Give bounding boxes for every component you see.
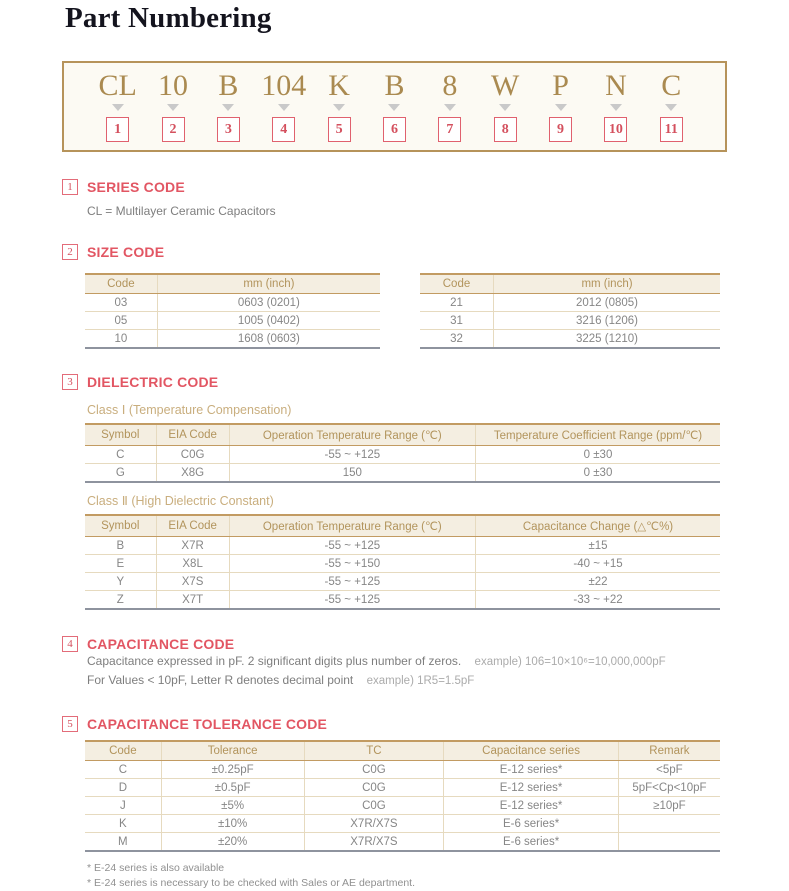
tolerance-table [85, 740, 720, 852]
arrow-down-icon [112, 104, 124, 111]
table-header-row [85, 274, 380, 294]
arrow-down-icon [278, 104, 290, 111]
part-code: 10 [158, 69, 189, 102]
part-code: B [218, 69, 239, 102]
table-cell: E-6 series* [444, 815, 619, 833]
part-number-segment [478, 71, 533, 142]
table-header-row [85, 741, 720, 761]
table-cell [618, 833, 720, 852]
table-row [85, 464, 720, 483]
table-cell: ≥10pF [618, 797, 720, 815]
part-code: W [491, 69, 520, 102]
capacitance-rule-text: Capacitance expressed in pF. 2 significant digits plus number of zeros. [87, 654, 462, 668]
column-header: mm (inch) [157, 274, 380, 294]
table-cell: -40 ~ +15 [476, 555, 721, 573]
dielectric-class1-table [85, 423, 720, 483]
table-cell: B [85, 537, 156, 555]
segment-index-badge: 11 [660, 117, 683, 142]
table-cell: K [85, 815, 161, 833]
part-number-segment [367, 71, 422, 142]
table-cell: Z [85, 591, 156, 610]
part-number-diagram [62, 61, 727, 152]
column-header: Operation Temperature Range (℃) [229, 515, 475, 537]
table-cell: 05 [85, 312, 157, 330]
table-cell: C0G [304, 779, 444, 797]
column-header: Capacitance Change (△℃%) [476, 515, 721, 537]
arrow-down-icon [167, 104, 179, 111]
part-number-segment [422, 71, 477, 142]
section-number-badge: 5 [62, 716, 78, 732]
part-number-segment [90, 71, 145, 142]
class1-label: Class Ⅰ (Temperature Compensation) [87, 403, 292, 417]
datasheet-page [0, 2, 789, 889]
size-code-tables [85, 273, 789, 349]
column-header: Code [85, 274, 157, 294]
series-code-description: CL = Multilayer Ceramic Capacitors [87, 204, 276, 218]
section-title: SERIES CODE [87, 179, 185, 195]
section-header-tolerance-code [62, 716, 789, 732]
section-title: CAPACITANCE CODE [87, 636, 235, 652]
table-cell: X7S [156, 573, 229, 591]
column-header: Remark [618, 741, 720, 761]
table-row [85, 779, 720, 797]
arrow-down-icon [388, 104, 400, 111]
table-cell: ±15 [476, 537, 721, 555]
table-cell: 32 [420, 330, 494, 349]
segment-index-badge: 5 [328, 117, 351, 142]
table-cell: E-12 series* [444, 761, 619, 779]
segment-index-badge: 7 [438, 117, 461, 142]
table-header-row [85, 424, 720, 446]
table-cell: 3225 (1210) [494, 330, 721, 349]
table-cell: E-6 series* [444, 833, 619, 852]
table-cell: 1005 (0402) [157, 312, 380, 330]
column-header: Code [420, 274, 494, 294]
table-cell: X8G [156, 464, 229, 483]
table-cell: X7R/X7S [304, 815, 444, 833]
segment-index-badge: 6 [383, 117, 406, 142]
dielectric-class2-table [85, 514, 720, 610]
table-cell: C0G [156, 446, 229, 464]
part-number-segment [145, 71, 200, 142]
part-code: CL [98, 69, 137, 102]
part-number-segment [256, 71, 311, 142]
table-cell: -55 ~ +125 [229, 537, 475, 555]
table-cell: 1608 (0603) [157, 330, 380, 349]
arrow-down-icon [665, 104, 677, 111]
segment-index-badge: 2 [162, 117, 185, 142]
capacitance-rule-text: For Values < 10pF, Letter R denotes decimal point [87, 673, 354, 687]
table-cell: E-12 series* [444, 797, 619, 815]
segment-index-badge: 9 [549, 117, 572, 142]
table-cell: 31 [420, 312, 494, 330]
column-header: Symbol [85, 424, 156, 446]
column-header: TC [304, 741, 444, 761]
section-number-badge: 4 [62, 636, 78, 652]
table-header-row [85, 515, 720, 537]
table-cell: ±0.5pF [161, 779, 304, 797]
table-row [85, 294, 380, 312]
table-cell: E [85, 555, 156, 573]
capacitance-example: example) 106=10×10⁶=10,000,000pF [474, 656, 666, 668]
table-header-row [420, 274, 720, 294]
table-cell: 2012 (0805) [494, 294, 721, 312]
section-title: CAPACITANCE TOLERANCE CODE [87, 716, 328, 732]
table-cell: E-12 series* [444, 779, 619, 797]
table-cell: 5pF<Cp<10pF [618, 779, 720, 797]
part-code: B [384, 69, 405, 102]
section-number-badge: 3 [62, 374, 78, 390]
table-cell: 21 [420, 294, 494, 312]
arrow-down-icon [610, 104, 622, 111]
section-number-badge: 2 [62, 244, 78, 260]
table-cell: X7R [156, 537, 229, 555]
column-header: Code [85, 741, 161, 761]
part-code: C [661, 69, 682, 102]
part-code: N [605, 69, 627, 102]
table-cell: C0G [304, 761, 444, 779]
table-cell: -33 ~ +22 [476, 591, 721, 610]
section-title: SIZE CODE [87, 244, 165, 260]
section-number-badge: 1 [62, 179, 78, 195]
table-cell: ±10% [161, 815, 304, 833]
size-table-left [85, 273, 380, 349]
table-cell: -55 ~ +125 [229, 446, 475, 464]
part-code: 104 [261, 69, 307, 102]
segment-index-badge: 4 [272, 117, 295, 142]
section-header-capacitance-code [62, 636, 789, 652]
table-row [85, 555, 720, 573]
section-header-size-code [62, 244, 789, 260]
table-cell: ±0.25pF [161, 761, 304, 779]
arrow-down-icon [499, 104, 511, 111]
size-table-right [420, 273, 720, 349]
table-cell: C0G [304, 797, 444, 815]
arrow-down-icon [555, 104, 567, 111]
section-title: DIELECTRIC CODE [87, 374, 219, 390]
column-header: Capacitance series [444, 741, 619, 761]
column-header: Temperature Coefficient Range (ppm/℃) [476, 424, 721, 446]
column-header: Tolerance [161, 741, 304, 761]
arrow-down-icon [444, 104, 456, 111]
table-row [420, 294, 720, 312]
segment-index-badge: 8 [494, 117, 517, 142]
capacitance-example: example) 1R5=1.5pF [366, 675, 475, 687]
table-cell: ±22 [476, 573, 721, 591]
table-cell: J [85, 797, 161, 815]
table-cell: C [85, 761, 161, 779]
part-number-segment [588, 71, 643, 142]
table-cell: M [85, 833, 161, 852]
table-row [85, 797, 720, 815]
table-cell: 150 [229, 464, 475, 483]
table-cell [618, 815, 720, 833]
column-header: EIA Code [156, 424, 229, 446]
table-row [85, 446, 720, 464]
table-cell: -55 ~ +150 [229, 555, 475, 573]
capacitance-rule-line2 [87, 671, 789, 690]
capacitance-rule-line1 [87, 652, 789, 671]
table-cell: <5pF [618, 761, 720, 779]
arrow-down-icon [222, 104, 234, 111]
table-cell: Y [85, 573, 156, 591]
footnote-line: * E-24 series is also available [87, 862, 225, 874]
table-row [85, 833, 720, 852]
table-cell: C [85, 446, 156, 464]
table-cell: 0 ±30 [476, 446, 721, 464]
table-row [85, 573, 720, 591]
footnotes [87, 861, 789, 891]
table-row [85, 591, 720, 610]
table-cell: ±20% [161, 833, 304, 852]
table-row [85, 312, 380, 330]
table-cell: 3216 (1206) [494, 312, 721, 330]
table-row [85, 330, 380, 349]
part-code: 8 [442, 69, 458, 102]
table-cell: 03 [85, 294, 157, 312]
table-cell: 0603 (0201) [157, 294, 380, 312]
footnote-line: * E-24 series is necessary to be checked with Sales or AE department. [87, 877, 415, 889]
part-number-segment [201, 71, 256, 142]
part-number-segment [311, 71, 366, 142]
class2-label: Class Ⅱ (High Dielectric Constant) [87, 494, 274, 508]
table-row [85, 537, 720, 555]
table-cell: X8L [156, 555, 229, 573]
column-header: Operation Temperature Range (℃) [229, 424, 475, 446]
table-row [85, 761, 720, 779]
table-cell: 10 [85, 330, 157, 349]
segment-index-badge: 1 [106, 117, 129, 142]
page-title: Part Numbering [65, 2, 272, 34]
table-cell: 0 ±30 [476, 464, 721, 483]
column-header: mm (inch) [494, 274, 721, 294]
section-header-dielectric-code [62, 374, 789, 390]
table-cell: D [85, 779, 161, 797]
table-row [420, 312, 720, 330]
part-number-segment [644, 71, 699, 142]
table-cell: -55 ~ +125 [229, 591, 475, 610]
table-cell: ±5% [161, 797, 304, 815]
table-cell: G [85, 464, 156, 483]
table-row [420, 330, 720, 349]
table-cell: X7T [156, 591, 229, 610]
table-cell: -55 ~ +125 [229, 573, 475, 591]
table-row [85, 815, 720, 833]
part-number-segment [533, 71, 588, 142]
arrow-down-icon [333, 104, 345, 111]
column-header: Symbol [85, 515, 156, 537]
part-code: P [552, 69, 569, 102]
part-code: K [328, 69, 350, 102]
section-header-series-code [62, 179, 789, 195]
column-header: EIA Code [156, 515, 229, 537]
segment-index-badge: 10 [604, 117, 627, 142]
segment-index-badge: 3 [217, 117, 240, 142]
table-cell: X7R/X7S [304, 833, 444, 852]
